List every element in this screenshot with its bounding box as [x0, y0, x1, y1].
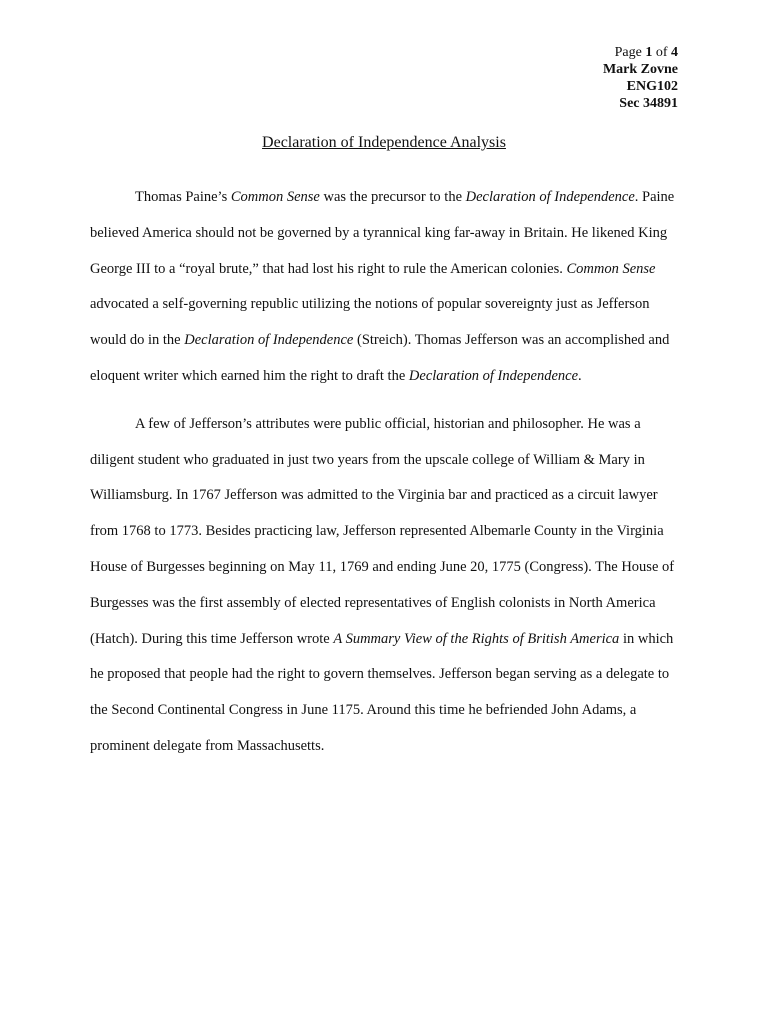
italic-title-text: Declaration of Independence: [184, 332, 354, 349]
page-current: 1: [645, 45, 653, 60]
italic-title-text: Common Sense: [230, 189, 320, 205]
course-code: ENG102: [626, 79, 678, 94]
paragraph-text: Thomas Paine’s: [135, 189, 231, 205]
paragraph-text: (Streich). Thomas Jefferson was an accomplished and eloquent writer which earned him the right to draft the: [90, 332, 670, 384]
document-body: [90, 180, 680, 765]
italic-title-text: Declaration of Independence: [465, 189, 635, 205]
paragraph-text: A few of Jefferson’s attributes were public official, historian and philosopher. He was a diligent student who graduated in just two years from the upscale college of William & Mary in Williamsburg. In 1767 Jefferson was admitted to the Virginia bar and practiced as a circuit lawyer from 1768 to 1773. Besides practicing law, Jefferson represented Albemarle County in the Virginia House of Burgesses beginning on May 11, 1769 and ending June 20, 1775 (Congress). The House of Burgesses was the first assembly of elected representatives of English colonists in North America (Hatch). During this time Jefferson wrote: [90, 415, 675, 647]
paragraph-text: was the precursor to the: [319, 189, 466, 205]
paragraph-text: in which he proposed that people had the right to govern themselves. Jefferson began serving as a delegate to the Second Continental Congress in June 1175. Around this time he befriended John Adams, a prominent delegate from Massachusetts.: [90, 630, 674, 754]
italic-title-text: A Summary View of the Rights of British America: [333, 630, 620, 647]
page-number-line: [603, 44, 678, 61]
document-title: Declaration of Independence Analysis: [262, 134, 506, 151]
italic-title-text: Common Sense: [566, 260, 656, 277]
paragraph-text: .: [578, 367, 582, 384]
page-header: [603, 44, 678, 112]
italic-title-text: Declaration of Independence: [408, 367, 579, 384]
body-paragraph: [90, 407, 680, 765]
page-total: 4: [671, 45, 678, 60]
page-of-label: of: [652, 45, 671, 60]
author-name: Mark Zovne: [602, 62, 678, 77]
page-label: Page: [614, 45, 646, 60]
section-number: Sec 34891: [619, 96, 678, 111]
paragraph-text: advocated a self-governing republic utilizing the notions of popular sovereignty just as Jefferson would do in the: [90, 296, 650, 349]
body-paragraph: [90, 180, 680, 395]
paragraph-text: . Paine believed America should not be governed by a tyrannical king far-away in Britain. He likened King George III to a “royal brute,” that had lost his right to rule the American colonies.: [90, 189, 675, 277]
